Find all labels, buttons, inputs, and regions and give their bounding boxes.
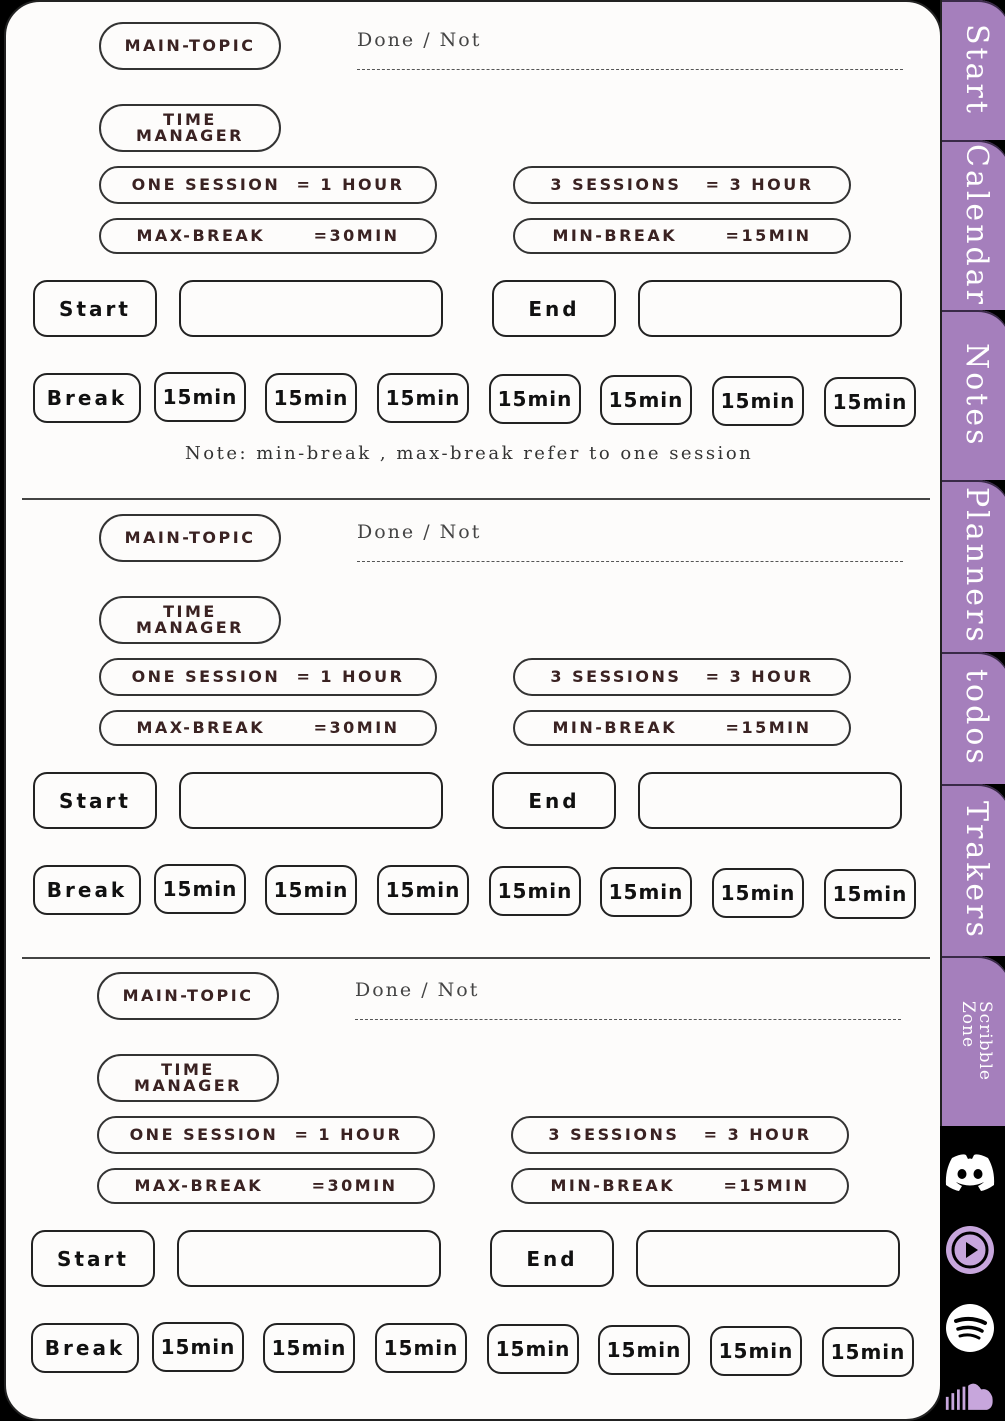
time-manager-line1: TIME bbox=[163, 602, 217, 621]
break-chip-1[interactable]: 15min bbox=[154, 864, 246, 914]
min-break-pill: MIN-BREAK =15MIN bbox=[513, 218, 851, 254]
done-not-label[interactable]: Done / Not bbox=[357, 521, 482, 543]
time-manager-pill bbox=[97, 1054, 279, 1102]
break-chip-6[interactable]: 15min bbox=[712, 868, 804, 918]
break-chip-3[interactable]: 15min bbox=[377, 373, 469, 423]
break-chip-1[interactable]: 15min bbox=[154, 372, 246, 422]
max-break-pill: MAX-BREAK =30MIN bbox=[99, 218, 437, 254]
soundcloud-icon[interactable] bbox=[944, 1369, 996, 1421]
time-manager-line1: TIME bbox=[163, 110, 217, 129]
start-label-box: Start bbox=[31, 1230, 155, 1287]
play-icon[interactable] bbox=[944, 1224, 996, 1276]
break-chip-6[interactable]: 15min bbox=[712, 376, 804, 426]
break-label-box: Break bbox=[33, 865, 141, 915]
break-chip-5[interactable]: 15min bbox=[598, 1325, 690, 1375]
break-chip-1[interactable]: 15min bbox=[152, 1322, 244, 1372]
break-note: Note: min-break , max-break refer to one session bbox=[185, 443, 754, 464]
tab-calendar-label: Calendar bbox=[959, 143, 994, 307]
break-chip-4[interactable]: 15min bbox=[489, 866, 581, 916]
three-sessions-pill: 3 SESSIONS = 3 HOUR bbox=[513, 658, 851, 696]
tab-scribble-zone-label bbox=[959, 1001, 993, 1081]
three-sessions-pill: 3 SESSIONS = 3 HOUR bbox=[513, 166, 851, 204]
time-manager-pill bbox=[99, 104, 281, 152]
end-time-field[interactable] bbox=[638, 280, 902, 337]
three-sessions-pill: 3 SESSIONS = 3 HOUR bbox=[511, 1116, 849, 1154]
tab-scribble-line1: Scribble bbox=[975, 1001, 995, 1081]
time-manager-line2: MANAGER bbox=[136, 618, 244, 637]
time-manager-line2: MANAGER bbox=[136, 126, 244, 145]
done-dashed-line bbox=[357, 561, 903, 562]
start-label-box: Start bbox=[33, 280, 157, 337]
one-session-pill: ONE SESSION = 1 HOUR bbox=[99, 658, 437, 696]
side-tab-bar bbox=[940, 0, 1005, 1421]
min-break-pill: MIN-BREAK =15MIN bbox=[511, 1168, 849, 1204]
break-label-box: Break bbox=[31, 1323, 139, 1373]
main-topic-pill[interactable]: MAIN-TOPIC bbox=[99, 22, 281, 70]
main-topic-pill[interactable]: MAIN-TOPIC bbox=[99, 514, 281, 562]
break-label-box: Break bbox=[33, 373, 141, 423]
tab-notes-label: Notes bbox=[959, 342, 994, 448]
spotify-icon[interactable] bbox=[944, 1302, 996, 1354]
tab-scribble-line2: Zone bbox=[958, 1001, 978, 1049]
done-dashed-line bbox=[355, 1019, 901, 1020]
break-chip-7[interactable]: 15min bbox=[822, 1327, 914, 1377]
break-chip-7[interactable]: 15min bbox=[824, 377, 916, 427]
tab-planners-label: Planners bbox=[959, 487, 994, 645]
tab-start[interactable] bbox=[940, 0, 1005, 140]
min-break-pill: MIN-BREAK =15MIN bbox=[513, 710, 851, 746]
break-chip-2[interactable]: 15min bbox=[265, 373, 357, 423]
break-chip-6[interactable]: 15min bbox=[710, 1326, 802, 1376]
one-session-pill: ONE SESSION = 1 HOUR bbox=[99, 166, 437, 204]
one-session-pill: ONE SESSION = 1 HOUR bbox=[97, 1116, 435, 1154]
tab-todos[interactable] bbox=[940, 652, 1005, 784]
max-break-pill: MAX-BREAK =30MIN bbox=[97, 1168, 435, 1204]
tab-planners[interactable] bbox=[940, 480, 1005, 652]
break-chip-7[interactable]: 15min bbox=[824, 869, 916, 919]
tab-todos-label: todos bbox=[959, 669, 994, 767]
planner-page bbox=[4, 0, 942, 1421]
session-block-2 bbox=[6, 494, 944, 958]
time-manager-line1: TIME bbox=[161, 1060, 215, 1079]
time-manager-line2: MANAGER bbox=[134, 1076, 242, 1095]
tab-scribble-zone[interactable] bbox=[940, 956, 1005, 1126]
break-chip-3[interactable]: 15min bbox=[377, 865, 469, 915]
discord-icon[interactable] bbox=[944, 1146, 996, 1198]
start-time-field[interactable] bbox=[177, 1230, 441, 1287]
end-label-box: End bbox=[492, 772, 616, 829]
break-chip-5[interactable]: 15min bbox=[600, 375, 692, 425]
tab-trakers-label: Trakers bbox=[959, 800, 994, 940]
main-topic-pill[interactable]: MAIN-TOPIC bbox=[97, 972, 279, 1020]
break-chip-2[interactable]: 15min bbox=[263, 1323, 355, 1373]
start-time-field[interactable] bbox=[179, 772, 443, 829]
end-time-field[interactable] bbox=[638, 772, 902, 829]
tab-start-label: Start bbox=[959, 24, 994, 116]
start-time-field[interactable] bbox=[179, 280, 443, 337]
start-label-box: Start bbox=[33, 772, 157, 829]
done-not-label[interactable]: Done / Not bbox=[355, 979, 480, 1001]
break-chip-4[interactable]: 15min bbox=[487, 1324, 579, 1374]
tab-notes[interactable] bbox=[940, 310, 1005, 480]
time-manager-pill bbox=[99, 596, 281, 644]
end-time-field[interactable] bbox=[636, 1230, 900, 1287]
break-chip-3[interactable]: 15min bbox=[375, 1323, 467, 1373]
session-block-1 bbox=[6, 2, 944, 498]
break-chip-4[interactable]: 15min bbox=[489, 374, 581, 424]
break-chip-5[interactable]: 15min bbox=[600, 867, 692, 917]
tab-trakers[interactable] bbox=[940, 784, 1005, 956]
done-not-label[interactable]: Done / Not bbox=[357, 29, 482, 51]
break-chip-2[interactable]: 15min bbox=[265, 865, 357, 915]
tab-calendar[interactable] bbox=[940, 140, 1005, 310]
done-dashed-line bbox=[357, 69, 903, 70]
max-break-pill: MAX-BREAK =30MIN bbox=[99, 710, 437, 746]
end-label-box: End bbox=[490, 1230, 614, 1287]
end-label-box: End bbox=[492, 280, 616, 337]
session-block-3 bbox=[6, 952, 944, 1421]
